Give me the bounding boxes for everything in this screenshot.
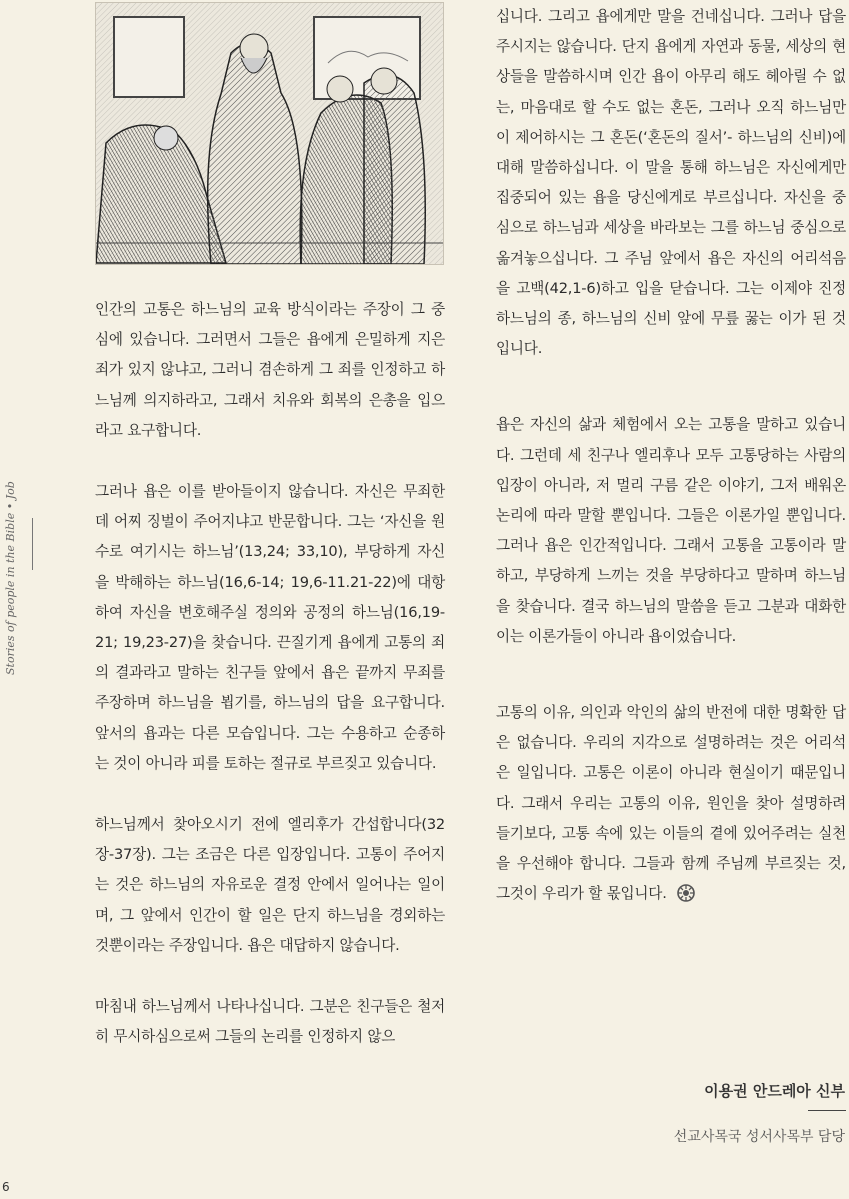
paragraph: 욥은 자신의 삶과 체험에서 오는 고통을 말하고 있습니다. 그런데 세 친구나 엘리후나 모두 고통당하는 사람의 입장이 아니라, 저 멀리 구름 같은 이야기, 그저 배워온 논리에 따라 말할 뿐입니다. 그들은 이론가일 뿐입니다. 그러나 욥은 인간적입니다. 그래서 고통을 고통이라 말하고, 부당하게 느끼는 것을 부당하다고 말하며 하느님을 찾습니다. 결국 하느님의 말씀을 듣고 그분과 대화한 이는 이론가들이 아니라 욥이었습니다. xyxy=(496,416,846,645)
running-title-text: Stories of people in the Bible • Job xyxy=(4,481,17,675)
end-mark-icon xyxy=(677,883,695,913)
paragraph: 하느님께서 찾아오시기 전에 엘리후가 간섭합니다(32장-37장). 그는 조금은 다른 입장입니다. 고통이 주어지는 것은 하느님의 자유로운 결정 안에서 일어나는 일이며, 그 앞에서 인간이 할 일은 단지 하느님을 경외하는 것뿐이라는 주장입니다. 욥은 대답하지 않습니다. xyxy=(95,816,445,954)
left-text-column xyxy=(95,295,445,1052)
running-title xyxy=(4,455,22,695)
paragraph: 인간의 고통은 하느님의 교육 방식이라는 주장이 그 중심에 있습니다. 그러면서 그들은 욥에게 은밀하게 지은 죄가 있지 않냐고, 그러니 겸손하게 그 죄를 인정하고 하느님께 의지하라고, 그래서 치유와 회복의 은총을 입으라고 요구합니다. xyxy=(95,301,445,439)
paragraph: 그러나 욥은 이를 받아들이지 않습니다. 자신은 무죄한데 어찌 징벌이 주어지냐고 반문합니다. 그는 ‘자신을 원수로 여기시는 하느님’(13,24; 33,10), 부당하게 자신을 박해하는 하느님(16,6-14; 19,6-11.21-22)에 대항하여 자신을 변호해주실 정의와 공정의 하느님(16,19-21; 19,23-27)을 찾습니다. 끈질기게 욥에게 고통의 죄의 결과라고 말하는 친구들 앞에서 욥은 끝까지 무죄를 주장하며 하느님을 뵙기를, 하느님의 답을 요구합니다. 앞서의 욥과는 다른 모습입니다. 그는 수용하고 순종하는 것이 아니라 피를 토하는 절규로 부르짖고 있습니다. xyxy=(95,483,445,772)
paragraph-text: 고통의 이유, 의인과 악인의 삶의 반전에 대한 명확한 답은 없습니다. 우리의 지각으로 설명하려는 것은 어리석은 일입니다. 고통은 이론이 아니라 현실이기 때문입니다. 그래서 우리는 고통의 이유, 원인을 찾아 설명하려 들기보다, 고통 속에 있는 이들의 곁에 있어주려는 실천을 우선해야 합니다. 그들과 함께 주님께 부르짖는 것, 그것이 우리가 할 몫입니다. xyxy=(496,704,846,903)
sidebar-divider xyxy=(32,518,33,570)
paragraph: 마침내 하느님께서 나타나십니다. 그분은 친구들은 철저히 무시하심으로써 그들의 논리를 인정하지 않으 xyxy=(95,998,445,1046)
engraving-image xyxy=(96,3,443,264)
right-text-column xyxy=(496,2,846,913)
paragraph-final xyxy=(496,698,846,913)
page-number: 6 xyxy=(2,1180,10,1194)
author-name: 이용권 안드레아 신부 xyxy=(704,1082,845,1100)
author-role: 선교사목국 성서사목부 담당 xyxy=(673,1129,845,1145)
byline-divider xyxy=(808,1110,846,1111)
paragraph: 십니다. 그리고 욥에게만 말을 건네십니다. 그러나 답을 주시지는 않습니다. 단지 욥에게 자연과 동물, 세상의 현상들을 말씀하시며 인간 욥이 아무리 해도 헤아릴 수 없는, 마음대로 할 수도 없는 혼돈, 그러나 오직 하느님만이 제어하시는 그 혼돈(‘혼돈의 질서’- 하느님의 신비)에 대해 말씀하십니다. 이 말을 통해 하느님은 자신에게만 집중되어 있는 욥을 당신에게로 부르십니다. 자신을 중심으로 하느님과 세상을 바라보는 그를 하느님 중심으로 옮겨놓으십니다. 그 주님 앞에서 욥은 자신의 어리석음을 고백(42,1-6)하고 입을 닫습니다. 그는 이제야 진정 하느님의 종, 하느님의 신비 앞에 무릎 꿇는 이가 된 것입니다. xyxy=(496,8,846,358)
illustration-job-and-friends xyxy=(95,2,444,265)
